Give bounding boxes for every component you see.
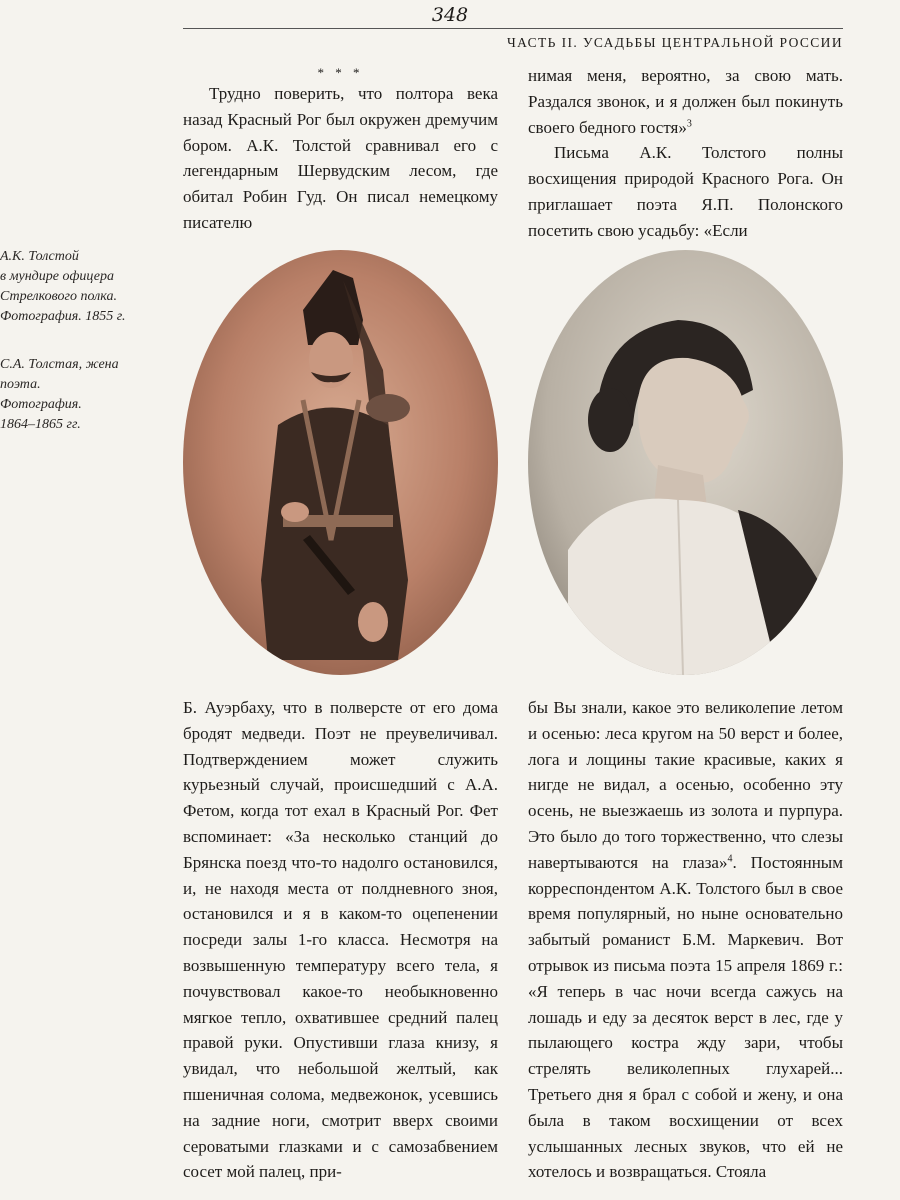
paragraph: Трудно поверить, что полтора века назад Красный Рог был окружен дремучим бором. А.К. Толстой сравнивал его с легендарным Шервудским лесом, где обитал Робин Гуд. Он писал немецкому писателю [183,84,498,232]
portrait-officer-icon [183,250,498,675]
text-column-bottom-left [183,695,498,1185]
caption-line: 1864–1865 гг. [0,417,81,432]
paragraph: Письма А.К. Толстого полны восхищения природой Красного Рога. Он приглашает поэта Я.П. Полонского посетить свою усадьбу: «Если [528,143,843,240]
caption-line: поэта. [0,377,41,392]
text-column-top-left [183,63,498,236]
caption-line: Фотография. [0,397,82,412]
portrait-woman-profile-photo [528,250,843,675]
page-number: 348 [431,4,469,26]
paragraph-text: нимая меня, вероятно, за свою мать. Раздался звонок, и я должен был покинуть своего бедного гостя» [528,66,843,137]
text-column-top-right [528,63,843,244]
paragraph-text: бы Вы знали, какое это великолепие летом и осенью: леса кругом на 50 верст и более, лога и лощины такие красивые, каких я нигде не видал, а осенью, особенно эту осень, не выезжаешь из золота и пурпура. Это было до того торжественно, что слезы навертываются на глаза» [528,698,843,872]
footnote-marker: 4 [727,853,733,865]
portrait-officer-photo [183,250,498,675]
header-rule [183,28,843,29]
portrait-woman-profile-icon [528,250,843,675]
caption-line: в мундире офицера [0,269,114,284]
photo-caption-tolstoy [0,247,150,327]
caption-line: Фотография. 1855 г. [0,309,126,324]
footnote-marker: 3 [686,117,692,129]
section-divider: * * * [317,65,364,80]
paragraph: Б. Ауэрбаху, что в полверсте от его дома бродят медведи. Поэт не преувеличивал. Подтверждением может служить курьезный случай, происшедший с А.А. Фетом, когда тот ехал в Красный Рог. Фет вспоминает: «За несколько станций до Брянска поезд что-то надолго остановился, и, не находя места от полдневного зноя, остановился и я в каком-то оцепенении посреди залы 1-го класса. Несмотря на возвышенную температуру всего тела, я почувствовал какое-то необыкновенно мягкое тепло, охватившее средний палец правой руки. Опустивши глаза книзу, я увидал, что небольшой желтый, как пшеничная солома, медвежонок, усевшись на задние ноги, смотрит вверх своими сероватыми глазками и с самозабвением сосет мой палец, при- [183,698,498,1182]
paragraph [528,695,843,1185]
paragraph-text: . Постоянным корреспондентом А.К. Толстого был в свое время популярный, но ныне основательно забытый романист Б.М. Маркевич. Вот отрывок из письма поэта 15 апреля 1869 г.: «Я теперь в час ночи всегда сажусь на лошадь и еду за десяток верст в лес, где у пылающего костра жду зари, чтобы стрелять великолепных глухарей... Третьего дня я брал с собой и жену, и она была в таком восхищении от всех услышанных лесных звуков, что ей не хотелось и возвращаться. Стояла [528,852,843,1182]
caption-line: А.К. Толстой [0,249,79,264]
text-column-bottom-right [528,695,843,1185]
caption-line: Стрелкового полка. [0,289,117,304]
running-head: ЧАСТЬ II. УСАДЬБЫ ЦЕНТРАЛЬНОЙ РОССИИ [506,35,843,50]
caption-line: С.А. Толстая, жена [0,357,119,372]
paragraph [528,63,843,140]
photo-caption-tolstaya [0,355,150,435]
